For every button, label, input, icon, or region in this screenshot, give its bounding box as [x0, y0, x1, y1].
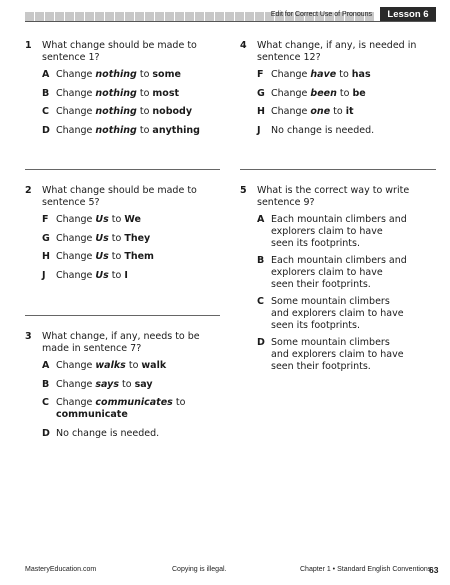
question-number: 2	[25, 185, 32, 196]
section-divider	[25, 169, 220, 170]
option-b[interactable]: B Change nothing to most	[42, 87, 180, 99]
options-list	[257, 69, 437, 143]
option-c[interactable]: C Change nothing to nobody	[42, 106, 193, 117]
option-d[interactable]: D Some mountain climbers and explorers claim to have seen their footprints.	[257, 337, 404, 372]
options-list	[42, 214, 222, 288]
section-divider	[25, 315, 220, 316]
option-j[interactable]: J Change Us to I	[42, 269, 128, 281]
footer-notice: Copying is illegal.	[172, 566, 227, 573]
option-g[interactable]: G Change been to be	[257, 87, 366, 99]
page-number: 63	[429, 565, 439, 575]
option-j[interactable]: J No change is needed.	[257, 124, 375, 136]
footer-chapter: Chapter 1 • Standard English Conventions	[300, 566, 432, 573]
option-h[interactable]: H Change one to it	[257, 106, 354, 117]
options-list	[257, 214, 407, 378]
lesson-title: Edit for Correct Use of Pronouns	[270, 11, 372, 18]
option-h[interactable]: H Change Us to Them	[42, 251, 154, 262]
question-prompt: What change should be made to sentence 1?	[42, 40, 197, 63]
section-divider	[240, 169, 436, 170]
option-f[interactable]: F Change Us to We	[42, 214, 141, 225]
option-c[interactable]: C Some mountain climbers and explorers claim to have seen its footprints.	[257, 296, 404, 331]
option-a[interactable]: A Change walks to walk	[42, 360, 167, 371]
option-b[interactable]: B Each mountain climbers and explorers claim to have seen their footprints.	[257, 255, 407, 290]
question-number: 3	[25, 331, 32, 342]
question-number: 4	[240, 40, 247, 51]
question-prompt: What change should be made to sentence 5?	[42, 185, 197, 208]
option-d[interactable]: D Change nothing to anything	[42, 124, 200, 136]
lesson-badge: Lesson 6	[380, 7, 436, 22]
header-rule	[25, 21, 436, 22]
question-prompt: What is the correct way to write sentence 9?	[257, 185, 410, 208]
option-a[interactable]: A Change nothing to some	[42, 69, 181, 80]
option-g[interactable]: G Change Us to They	[42, 232, 151, 244]
options-list	[42, 69, 222, 143]
option-f[interactable]: F Change have to has	[257, 69, 371, 80]
option-b[interactable]: B Change says to say	[42, 378, 153, 390]
options-list	[42, 360, 207, 446]
question-prompt: What change, if any, is needed in sentence 12?	[257, 40, 417, 63]
question-number: 5	[240, 185, 247, 196]
option-c[interactable]: C Change communicates to communicate	[42, 397, 186, 420]
option-d[interactable]: D No change is needed.	[42, 427, 160, 439]
question-prompt: What change, if any, needs to be made in sentence 7?	[42, 331, 200, 354]
option-a[interactable]: A Each mountain climbers and explorers claim to have seen its footprints.	[257, 214, 407, 249]
footer-publisher: MasteryEducation.com	[25, 566, 97, 573]
question-number: 1	[25, 40, 32, 51]
